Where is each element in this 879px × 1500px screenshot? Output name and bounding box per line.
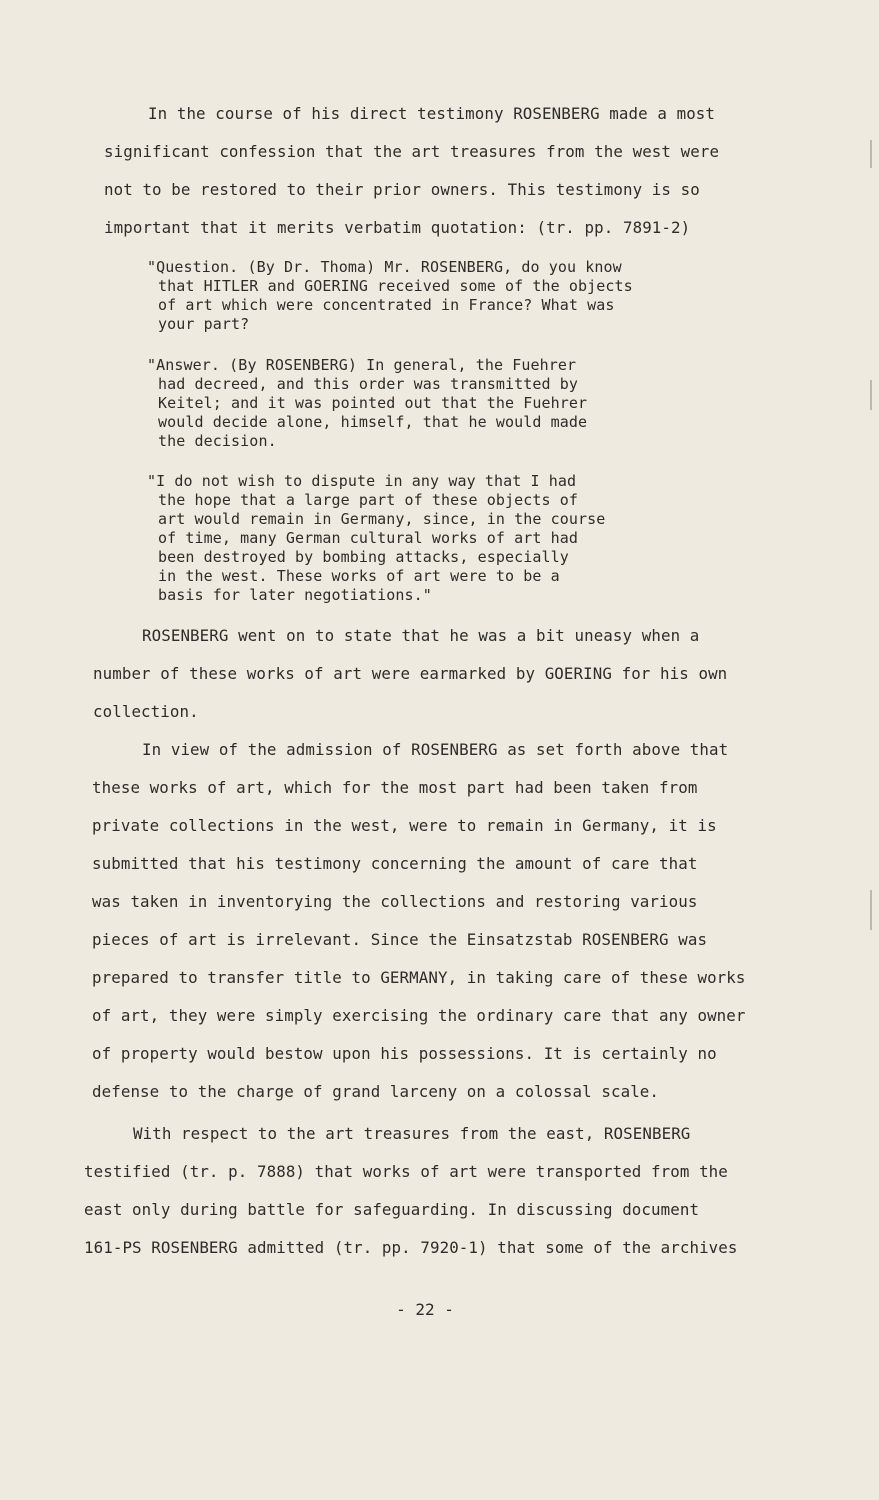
quote-question-line: your part? [158, 315, 250, 333]
paragraph-4-line: testified (tr. p. 7888) that works of art were transported from the [84, 1162, 728, 1181]
quote-answer-line: Keitel; and it was pointed out that the Fuehrer [158, 394, 588, 412]
quote-continuation-line: of time, many German cultural works of art had [158, 529, 579, 547]
paragraph-4-line: With respect to the art treasures from the east, ROSENBERG [133, 1124, 691, 1143]
paragraph-1-line: In the course of his direct testimony ROSENBERG made a most [148, 104, 716, 123]
paragraph-3-line: of art, they were simply exercising the ordinary care that any owner [92, 1006, 746, 1025]
quote-continuation-line: been destroyed by bombing attacks, especially [158, 548, 569, 566]
paragraph-1-line: significant confession that the art treasures from the west were [104, 142, 720, 161]
paragraph-3-line: prepared to transfer title to GERMANY, in taking care of these works [92, 968, 746, 987]
quote-answer-line: had decreed, and this order was transmitted by [158, 375, 579, 393]
paragraph-3-line: pieces of art is irrelevant. Since the Einsatzstab ROSENBERG was [92, 930, 708, 949]
paragraph-2-line: ROSENBERG went on to state that he was a bit uneasy when a [142, 626, 700, 645]
quote-continuation-line: art would remain in Germany, since, in the course [158, 510, 606, 528]
paragraph-1-line: not to be restored to their prior owners. This testimony is so [104, 180, 700, 199]
paragraph-3-line: defense to the charge of grand larceny on a colossal scale. [92, 1082, 660, 1101]
paragraph-4-line: east only during battle for safeguarding. In discussing document [84, 1200, 700, 1219]
paragraph-3-line: of property would bestow upon his possessions. It is certainly no [92, 1044, 717, 1063]
quote-question-line: "Question. (By Dr. Thoma) Mr. ROSENBERG, do you know [147, 258, 622, 276]
paragraph-2-line: collection. [93, 702, 199, 721]
paragraph-3-line: was taken in inventorying the collections and restoring various [92, 892, 698, 911]
quote-answer-line: would decide alone, himself, that he would made [158, 413, 588, 431]
quote-continuation-line: "I do not wish to dispute in any way that I had [147, 472, 577, 490]
page-edge-mark [870, 380, 872, 410]
page-edge-mark [870, 890, 872, 930]
quote-question-line: of art which were concentrated in France? What was [158, 296, 615, 314]
paragraph-3-line: submitted that his testimony concerning the amount of care that [92, 854, 698, 873]
quote-answer-line: the decision. [158, 432, 277, 450]
quote-continuation-line: in the west. These works of art were to be a [158, 567, 560, 585]
quote-question-line: that HITLER and GOERING received some of the objects [158, 277, 633, 295]
paragraph-3-line: private collections in the west, were to remain in Germany, it is [92, 816, 717, 835]
page-number: - 22 - [396, 1300, 454, 1319]
paragraph-4-line: 161-PS ROSENBERG admitted (tr. pp. 7920-1) that some of the archives [84, 1238, 738, 1257]
page-edge-mark [870, 140, 872, 168]
paragraph-1-line: important that it merits verbatim quotation: (tr. pp. 7891-2) [104, 218, 691, 237]
quote-answer-line: "Answer. (By ROSENBERG) In general, the Fuehrer [147, 356, 577, 374]
paragraph-3-line: these works of art, which for the most part had been taken from [92, 778, 698, 797]
quote-continuation-line: the hope that a large part of these objects of [158, 491, 579, 509]
paragraph-3-line: In view of the admission of ROSENBERG as set forth above that [142, 740, 729, 759]
quote-continuation-line: basis for later negotiations." [158, 586, 432, 604]
paragraph-2-line: number of these works of art were earmarked by GOERING for his own [93, 664, 728, 683]
